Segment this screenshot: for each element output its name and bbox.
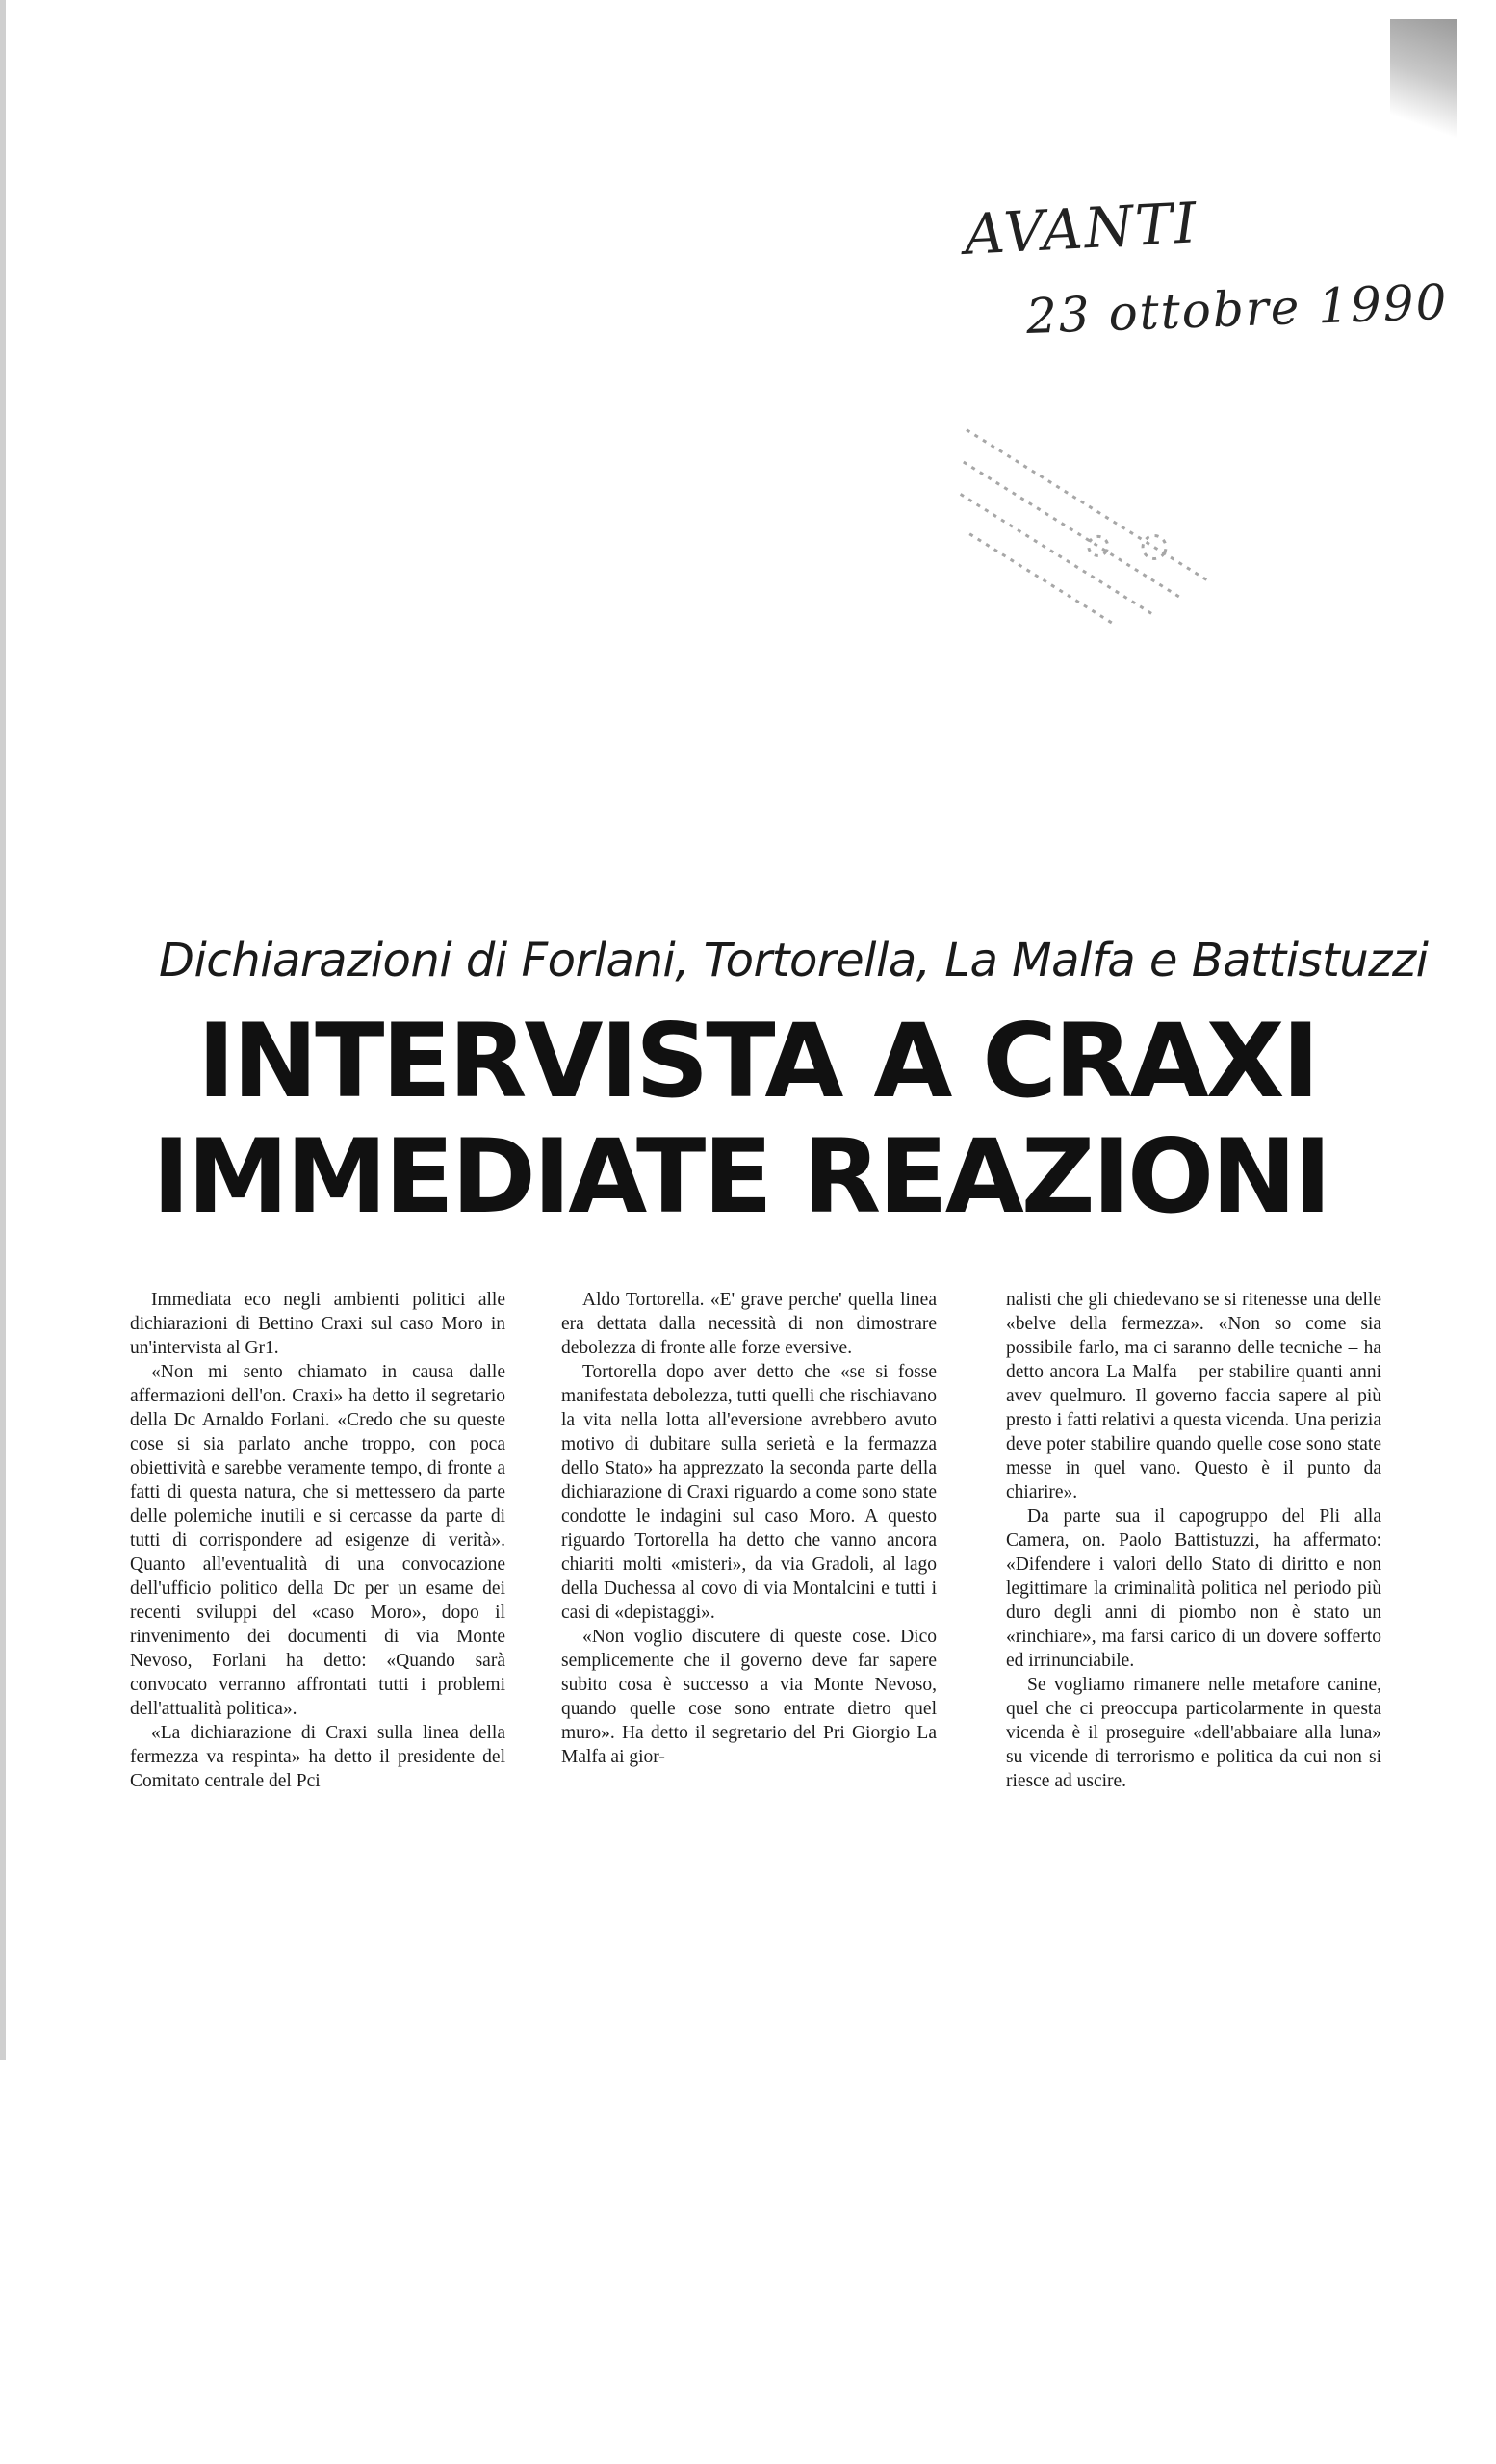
column-2-paragraph: «Non voglio discutere di queste cose. Dico semplicemente che il governo deve far sapere subito cosa è successo a via Monte Nevoso, quando quelle cose sono entrate dietro quel muro». Ha detto il segretario del Pri Giorgio La Malfa ai gior- (561, 1627, 937, 1767)
column-1-paragraph: «La dichiarazione di Craxi sulla linea della fermezza va respinta» ha detto il presidente del Comitato centrale del Pci (130, 1723, 505, 1791)
column-3-paragraph: Se vogliamo rimanere nelle metafore canine, quel che ci preoccupa particolarmente in questa vicenda è il proseguire «dell'abbaiare alla luna» su vicende di terrorismo e politica da cui non si riesce ad uscire. (1006, 1675, 1381, 1791)
archive-stamp-icon (905, 404, 1232, 674)
article-body (130, 1288, 1381, 1904)
handwritten-newspaper-name: AVANTI (963, 190, 1200, 268)
column-2-paragraph: Tortorella dopo aver detto che «se si fosse manifestata debolezza, tutti quelli che rischiavano la vita nella lotta all'eversione avrebbero avuto motivo di dubitare sulla serietà e la fermazza dello Stato» ha apprezzato la seconda parte della dichiarazione di Craxi riguardo a come sono state condotte le indagini sul caso Moro. A questo riguardo Tortorella ha detto che vanno ancora chiariti molti «misteri», da via Gradoli, al lago della Duchessa al covo di via Montalcini e tutti i casi di «depistaggi». (561, 1362, 937, 1623)
handwritten-date: 23 ottobre 1990 (1025, 273, 1450, 345)
scan-corner-shadow (1390, 19, 1457, 144)
column-2-paragraph: Aldo Tortorella. «E' grave perche' quella linea era dettata dalla necessità di non dimostrare debolezza di fronte alle forze eversive. (561, 1290, 937, 1358)
article-column-3 (1006, 1288, 1381, 1793)
article-column-1 (130, 1288, 505, 1793)
headline-line-1: INTERVISTA A CRAXI (197, 1002, 1317, 1120)
column-3-paragraph: Da parte sua il capogruppo del Pli alla Camera, on. Paolo Battistuzzi, ha affermato: «Difendere i valori dello Stato di diritto e non legittimare la criminalità politica nel periodo più duro degli anni di piombo non è stato un «rinchiare», ma farsi carico di un dovere sofferto ed irrinunciabile. (1006, 1506, 1381, 1671)
column-1-paragraph: «Non mi sento chiamato in causa dalle affermazioni dell'on. Craxi» ha detto il segretario della Dc Arnaldo Forlani. «Credo che su queste cose si sia parlato anche troppo, con poca obiettività e sarebbe veramente tempo, di fronte a fatti di questa natura, che si mettessero da parte delle polemiche inutili e si cercasse da parte di tutti di corrispondere ad esigenze di verità». Quanto all'eventualità di una convocazione dell'ufficio politico della Dc per un esame dei recenti sviluppi del «caso Moro», dopo il rinvenimento dei documenti di via Monte Nevoso, Forlani ha detto: «Quando sarà convocato verranno affrontati tutti i problemi dell'attualità politica». (130, 1362, 505, 1719)
article-column-2 (561, 1288, 937, 1769)
article-subtitle: Dichiarazioni di Forlani, Tortorella, La Malfa e Battistuzzi (159, 934, 1429, 988)
column-3-paragraph: nalisti che gli chiedevano se si ritenesse una delle «belve della fermezza». «Non so come sia possibile farlo, ma ci saranno delle tecniche – ha detto ancora La Malfa – per stabilire quanti anni avev quelmuro. Il governo faccia sapere al più presto i fatti relativi a questa vicenda. Una perizia deve poter stabilire quando quelle cose sono state messe in quel vano. Questo è il punto da chiarire». (1006, 1290, 1381, 1502)
column-1-paragraph: Immediata eco negli ambienti politici alle dichiarazioni di Bettino Craxi sul caso Moro in un'intervista al Gr1. (130, 1290, 505, 1358)
scan-page-edge (0, 0, 6, 2060)
headline-line-2: IMMEDIATE REAZIONI (152, 1117, 1329, 1236)
